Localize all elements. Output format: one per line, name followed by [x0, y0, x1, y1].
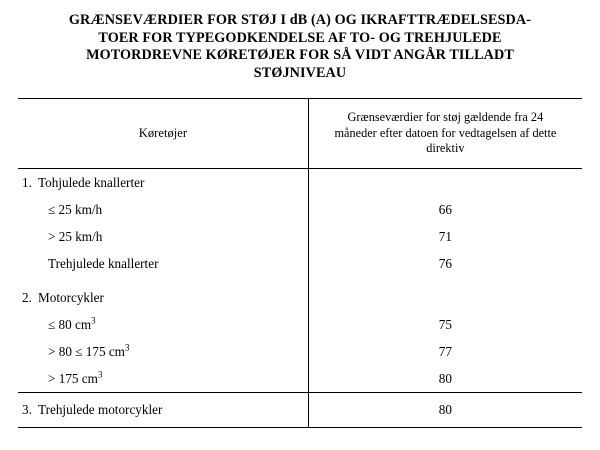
table-row — [18, 365, 582, 393]
row-value: 66 — [438, 201, 452, 217]
table-row — [18, 223, 582, 250]
table-row — [18, 250, 582, 277]
row-number: 3. — [22, 401, 32, 417]
row-label-cell — [18, 277, 308, 311]
row-number: 2. — [22, 289, 32, 305]
page-title-line-4: STØJNIVEAU — [253, 64, 347, 81]
row-value: 76 — [438, 255, 452, 271]
row-label-superscript: 3 — [124, 342, 130, 353]
row-label: > 80 ≤ 175 cm — [48, 343, 125, 359]
row-label: Trehjulede motorcykler — [38, 401, 163, 417]
row-label: ≤ 25 km/h — [48, 201, 103, 217]
row-value — [308, 277, 582, 311]
page-title-line-1: GRÆNSEVÆRDIER FOR STØJ I dB (A) OG IKRAFTTRÆDELSESDA- — [68, 12, 532, 28]
page-title-line-2: TOER FOR TYPEGODKENDELSE AF TO- OG TREHJULEDE — [98, 29, 502, 46]
row-value: 77 — [438, 343, 452, 359]
table-row — [18, 311, 582, 338]
table-row — [18, 392, 582, 427]
row-label-superscript: 3 — [91, 315, 96, 326]
row-label: > 25 km/h — [48, 228, 103, 244]
page-title-line-3: MOTORDREVNE KØRETØJER FOR SÅ VIDT ANGÅR TILLADT — [86, 47, 514, 63]
row-label: Motorcykler — [38, 289, 104, 305]
row-label-cell — [18, 392, 308, 427]
row-label-cell — [18, 311, 308, 338]
row-label: > 175 cm — [48, 370, 98, 386]
row-label-cell — [18, 223, 308, 250]
row-value: 80 — [308, 392, 582, 427]
row-label-cell — [18, 365, 308, 393]
row-label-superscript: 3 — [97, 369, 103, 380]
page-title — [18, 12, 582, 82]
row-label-cell — [18, 338, 308, 365]
row-label: ≤ 80 cm — [48, 316, 92, 332]
row-value — [308, 168, 582, 196]
table-row — [18, 168, 582, 196]
row-value: 80 — [438, 370, 452, 386]
table-row — [18, 196, 582, 223]
row-label-cell — [18, 196, 308, 223]
row-label: Trehjulede knallerter — [48, 255, 159, 271]
noise-limits-table — [18, 98, 582, 428]
table-row — [18, 277, 582, 311]
table-header-limits: Grænseværdier for støj gældende fra 24 måneder efter datoen for vedtagelsen af dette direktiv — [308, 99, 582, 169]
row-label-cell — [18, 250, 308, 277]
table-row — [18, 338, 582, 365]
row-label: Tohjulede knallerter — [38, 174, 145, 190]
row-number: 1. — [22, 174, 32, 190]
table-header-vehicles: Køretøjer — [18, 99, 308, 169]
row-value: 75 — [438, 316, 452, 332]
row-label-cell — [18, 168, 308, 196]
table-header-row — [18, 99, 582, 169]
row-value: 71 — [438, 228, 452, 244]
